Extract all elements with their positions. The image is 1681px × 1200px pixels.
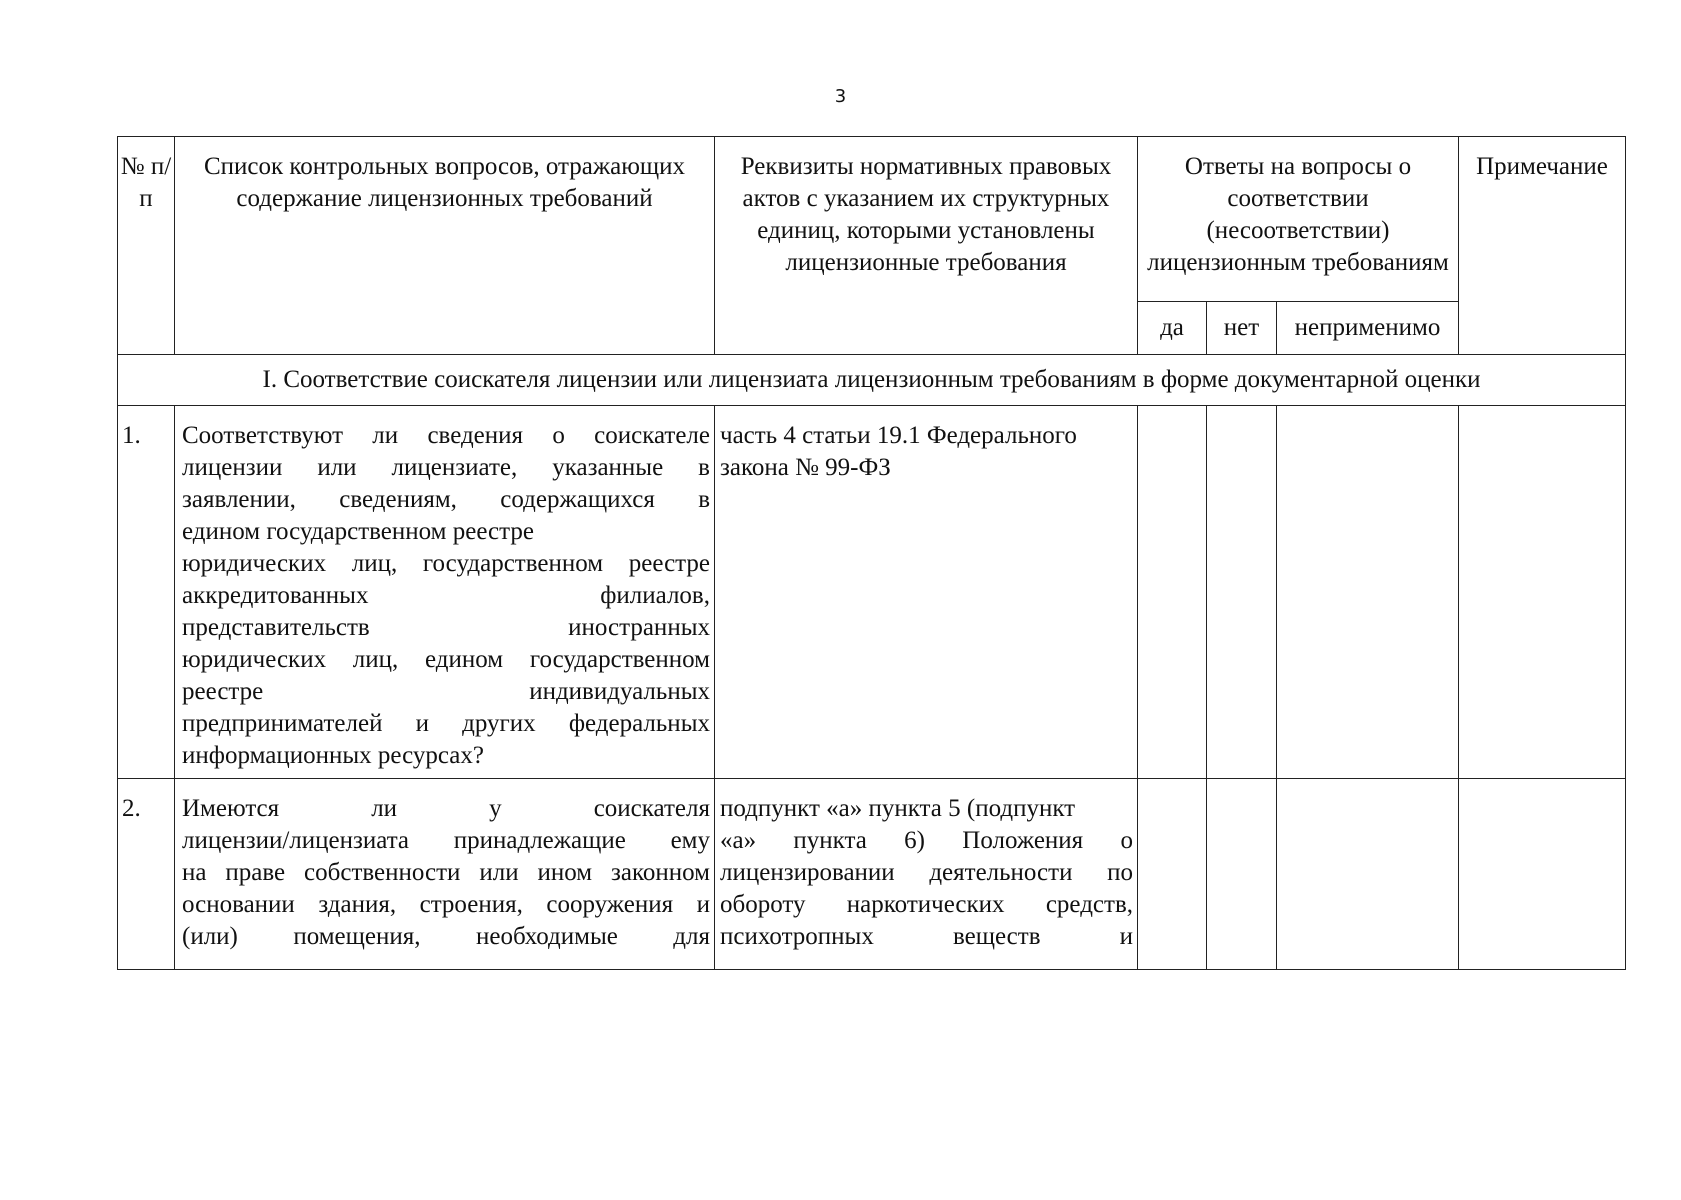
answer-no-cell[interactable] (1207, 406, 1277, 779)
question-line: Имеются ли у соискателя (182, 795, 710, 822)
question-line: основании здания, строения, сооружения и (182, 891, 710, 918)
reference-line: психотропных веществ и (720, 923, 1133, 950)
question-line: предпринимателей и других федеральных (182, 710, 710, 737)
header-num: № п/п (118, 137, 175, 355)
answer-not-applicable-cell[interactable] (1277, 406, 1459, 779)
header-note: Примечание (1459, 137, 1626, 355)
answer-no-cell[interactable] (1207, 779, 1277, 970)
table-row (118, 779, 1626, 970)
question-cell (175, 406, 715, 779)
question-line: реестре индивидуальных (182, 678, 710, 705)
answer-not-applicable-cell[interactable] (1277, 779, 1459, 970)
header-questions: Список контрольных вопросов, отражающих содержание лицензионных требований (175, 137, 715, 355)
header-row (118, 137, 1626, 302)
question-line: Соответствуют ли сведения о соискателе (182, 422, 710, 449)
reference-line: лицензировании деятельности по (720, 859, 1133, 886)
note-cell[interactable] (1459, 779, 1626, 970)
row-number: 2. (118, 779, 175, 970)
checklist-table (117, 136, 1626, 970)
reference-cell: часть 4 статьи 19.1 Федерального закона № 99-ФЗ (715, 406, 1138, 779)
question-line: юридических лиц, государственном реестре (182, 550, 710, 577)
section-title: I. Соответствие соискателя лицензии или лицензиата лицензионным требованиям в форме документарной оценки (118, 355, 1626, 406)
header-answers: Ответы на вопросы о соответствии (несоответствии) лицензионным требованиям (1138, 137, 1459, 302)
reference-line: обороту наркотических средств, (720, 891, 1133, 918)
question-line: (или) помещения, необходимые для (182, 923, 710, 950)
question-line: представительств иностранных (182, 614, 710, 641)
table-row (118, 406, 1626, 779)
answer-yes-cell[interactable] (1138, 779, 1207, 970)
question-line: заявлении, сведениям, содержащихся в (182, 486, 710, 513)
question-cell (175, 779, 715, 970)
header-requisites: Реквизиты нормативных правовых актов с указанием их структурных единиц, которыми установлены лицензионные требования (715, 137, 1138, 355)
note-cell[interactable] (1459, 406, 1626, 779)
reference-line: подпункт «а» пункта 5 (подпункт (720, 795, 1076, 822)
header-no: нет (1207, 302, 1277, 355)
section-row (118, 355, 1626, 406)
question-line: едином государственном реестре (182, 518, 534, 545)
reference-cell (715, 779, 1138, 970)
row-number: 1. (118, 406, 175, 779)
question-line: лицензии или лицензиате, указанные в (182, 454, 710, 481)
answer-yes-cell[interactable] (1138, 406, 1207, 779)
reference-line: «а» пункта 6) Положения о (720, 827, 1133, 854)
header-not-applicable: неприменимо (1277, 302, 1459, 355)
question-line: аккредитованных филиалов, (182, 582, 710, 609)
question-line: лицензии/лицензиата принадлежащие ему (182, 827, 710, 854)
question-line: на праве собственности или ином законном (182, 859, 710, 886)
page-number: 3 (834, 86, 847, 107)
header-yes: да (1138, 302, 1207, 355)
question-line: информационных ресурсах? (182, 742, 484, 769)
question-line: юридических лиц, едином государственном (182, 646, 710, 673)
